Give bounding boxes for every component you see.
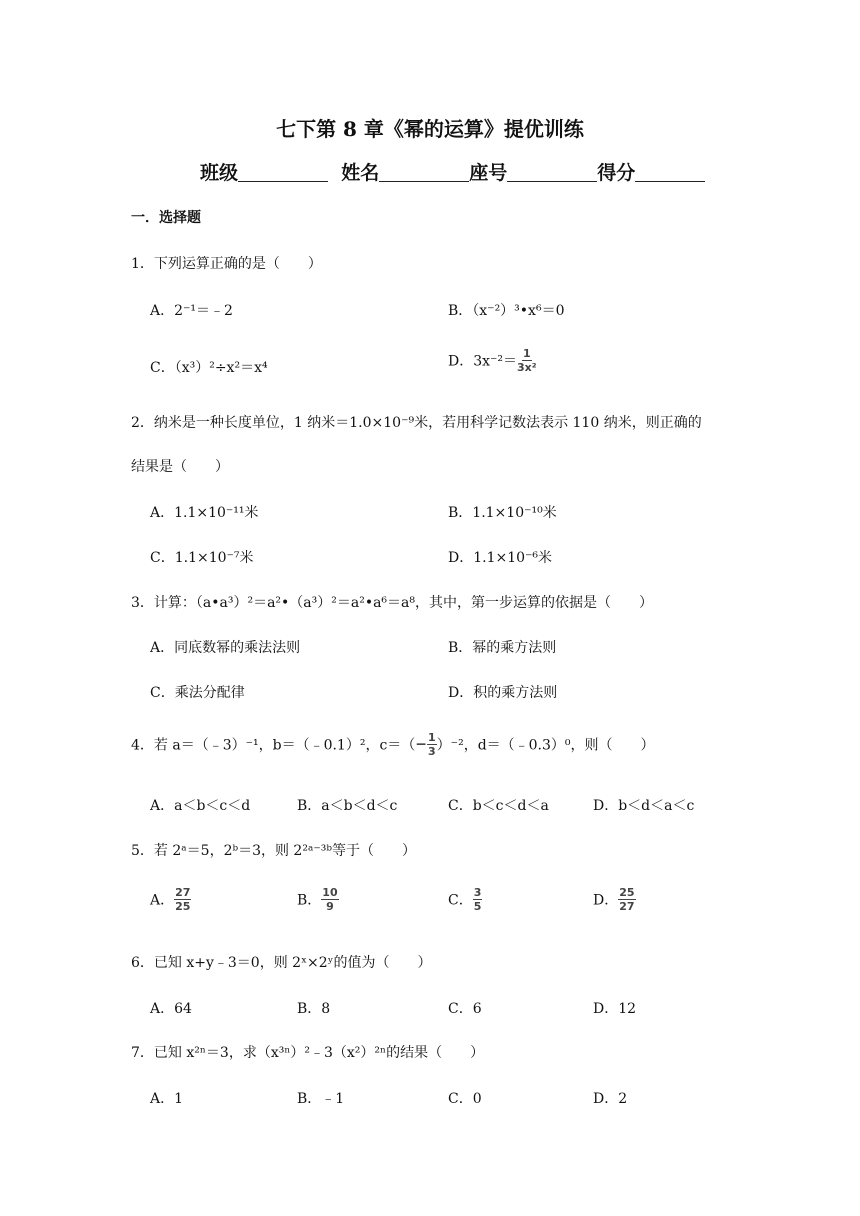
class-blank[interactable]	[238, 161, 328, 182]
question-5-option-b-fraction	[321, 887, 338, 912]
question-1-option-d-fraction	[517, 348, 537, 373]
question-2-option-b[interactable]: B．1.1×10⁻¹⁰米	[448, 505, 557, 521]
option-label: D．	[593, 892, 619, 909]
fraction-denominator: 3x²	[517, 361, 537, 374]
question-3-option-d[interactable]: D．积的乘方法则	[448, 685, 558, 701]
question-6-option-d[interactable]: D．12	[593, 1001, 637, 1017]
score-blank[interactable]	[635, 161, 705, 182]
question-7-stem: 7．已知 x²ⁿ＝3，求（x³ⁿ）²﹣3（x²）²ⁿ的结果（ ）	[131, 1045, 485, 1061]
fraction-denominator: 5	[473, 900, 482, 913]
question-6-stem: 6．已知 x+y﹣3＝0，则 2ˣ×2ʸ的值为（ ）	[131, 955, 432, 971]
question-6-option-a[interactable]: A．64	[150, 1001, 192, 1017]
question-1-option-d-label: D．3x⁻²＝	[448, 353, 518, 370]
question-5-stem: 5．若 2ᵃ＝5，2ᵇ＝3，则 2²ᵃ⁻³ᵇ等于（ ）	[131, 843, 416, 859]
question-4-c-fraction	[427, 732, 437, 757]
question-6-option-b[interactable]: B．8	[297, 1001, 331, 1017]
student-info-line	[200, 158, 705, 185]
fraction-numerator: 27	[175, 886, 191, 899]
question-4-stem	[131, 732, 655, 757]
fraction-numerator: 1	[428, 731, 436, 744]
option-label: C．	[448, 892, 473, 909]
question-5-option-b[interactable]	[297, 887, 339, 912]
question-3-stem: 3．计算：（a•a³）²＝a²•（a³）²＝a²•a⁶＝a⁸，其中，第一步运算的依据是（ ）	[131, 595, 654, 611]
question-6-option-c[interactable]: C．6	[448, 1001, 482, 1017]
question-3-option-b[interactable]: B．幂的乘方法则	[448, 640, 557, 656]
seat-label: 座号	[469, 162, 508, 184]
question-5-option-c[interactable]	[448, 887, 482, 912]
question-1-stem: 1．下列运算正确的是（ ）	[131, 256, 322, 272]
question-5-option-a-fraction	[174, 887, 191, 912]
page-title: 七下第 8 章《幂的运算》提优训练	[276, 117, 584, 141]
fraction-numerator: 25	[619, 886, 635, 899]
question-5-option-c-fraction	[473, 887, 483, 912]
minus-sign: −	[415, 736, 428, 753]
question-1-option-b[interactable]: B．（x⁻²）³•x⁶＝0	[448, 303, 565, 319]
question-2-option-c[interactable]: C．1.1×10⁻⁷米	[150, 550, 254, 566]
question-1-option-a[interactable]: A．2⁻¹＝﹣2	[150, 303, 233, 319]
question-1-option-c[interactable]: C．（x³）²÷x²＝x⁴	[150, 360, 268, 376]
fraction-denominator: 27	[619, 900, 635, 913]
seat-blank[interactable]	[507, 161, 597, 182]
question-2-stem-line-1: 2．纳米是一种长度单位，1 纳米＝1.0×10⁻⁹米，若用科学记数法表示 110 纳米，则正确的	[131, 415, 702, 431]
question-5-option-d-fraction	[618, 887, 635, 912]
question-2-stem-line-2: 结果是（ ）	[131, 459, 229, 475]
class-label: 班级	[200, 162, 239, 184]
name-label: 姓名	[341, 162, 380, 184]
section-heading: 一．选择题	[131, 210, 201, 226]
fraction-numerator: 3	[473, 886, 482, 899]
fraction-denominator: 3	[428, 745, 436, 758]
question-4-option-a[interactable]: A．a＜b＜c＜d	[150, 798, 251, 814]
question-5-option-d[interactable]	[593, 887, 636, 912]
question-4-option-b[interactable]: B．a＜b＜d＜c	[297, 798, 398, 814]
question-1-option-d[interactable]	[448, 348, 537, 373]
question-4-stem-start: 4．若 a＝（﹣3）⁻¹，b＝（﹣0.1）²，c＝（	[131, 737, 416, 754]
question-2-option-a[interactable]: A．1.1×10⁻¹¹米	[150, 505, 259, 521]
question-7-option-b[interactable]: B．﹣1	[297, 1091, 345, 1107]
question-3-option-c[interactable]: C．乘法分配律	[150, 685, 245, 701]
question-4-option-d[interactable]: D．b＜d＜a＜c	[593, 798, 695, 814]
score-label: 得分	[597, 162, 636, 184]
option-label: A．	[150, 892, 175, 909]
question-7-option-c[interactable]: C．0	[448, 1091, 482, 1107]
question-3-option-a[interactable]: A．同底数幂的乘法法则	[150, 640, 301, 656]
name-blank[interactable]	[379, 161, 469, 182]
question-7-option-a[interactable]: A．1	[150, 1091, 184, 1107]
question-4-option-c[interactable]: C．b＜c＜d＜a	[448, 798, 549, 814]
fraction-denominator: 25	[175, 900, 191, 913]
fraction-denominator: 9	[326, 900, 334, 913]
option-label: B．	[297, 892, 322, 909]
question-2-option-d[interactable]: D．1.1×10⁻⁶米	[448, 550, 553, 566]
question-7-option-d[interactable]: D．2	[593, 1091, 628, 1107]
fraction-numerator: 1	[522, 347, 531, 360]
question-5-option-a[interactable]	[150, 887, 191, 912]
question-4-stem-end: ）⁻²，d＝（﹣0.3）⁰，则（ ）	[436, 737, 655, 754]
fraction-numerator: 10	[322, 886, 338, 899]
